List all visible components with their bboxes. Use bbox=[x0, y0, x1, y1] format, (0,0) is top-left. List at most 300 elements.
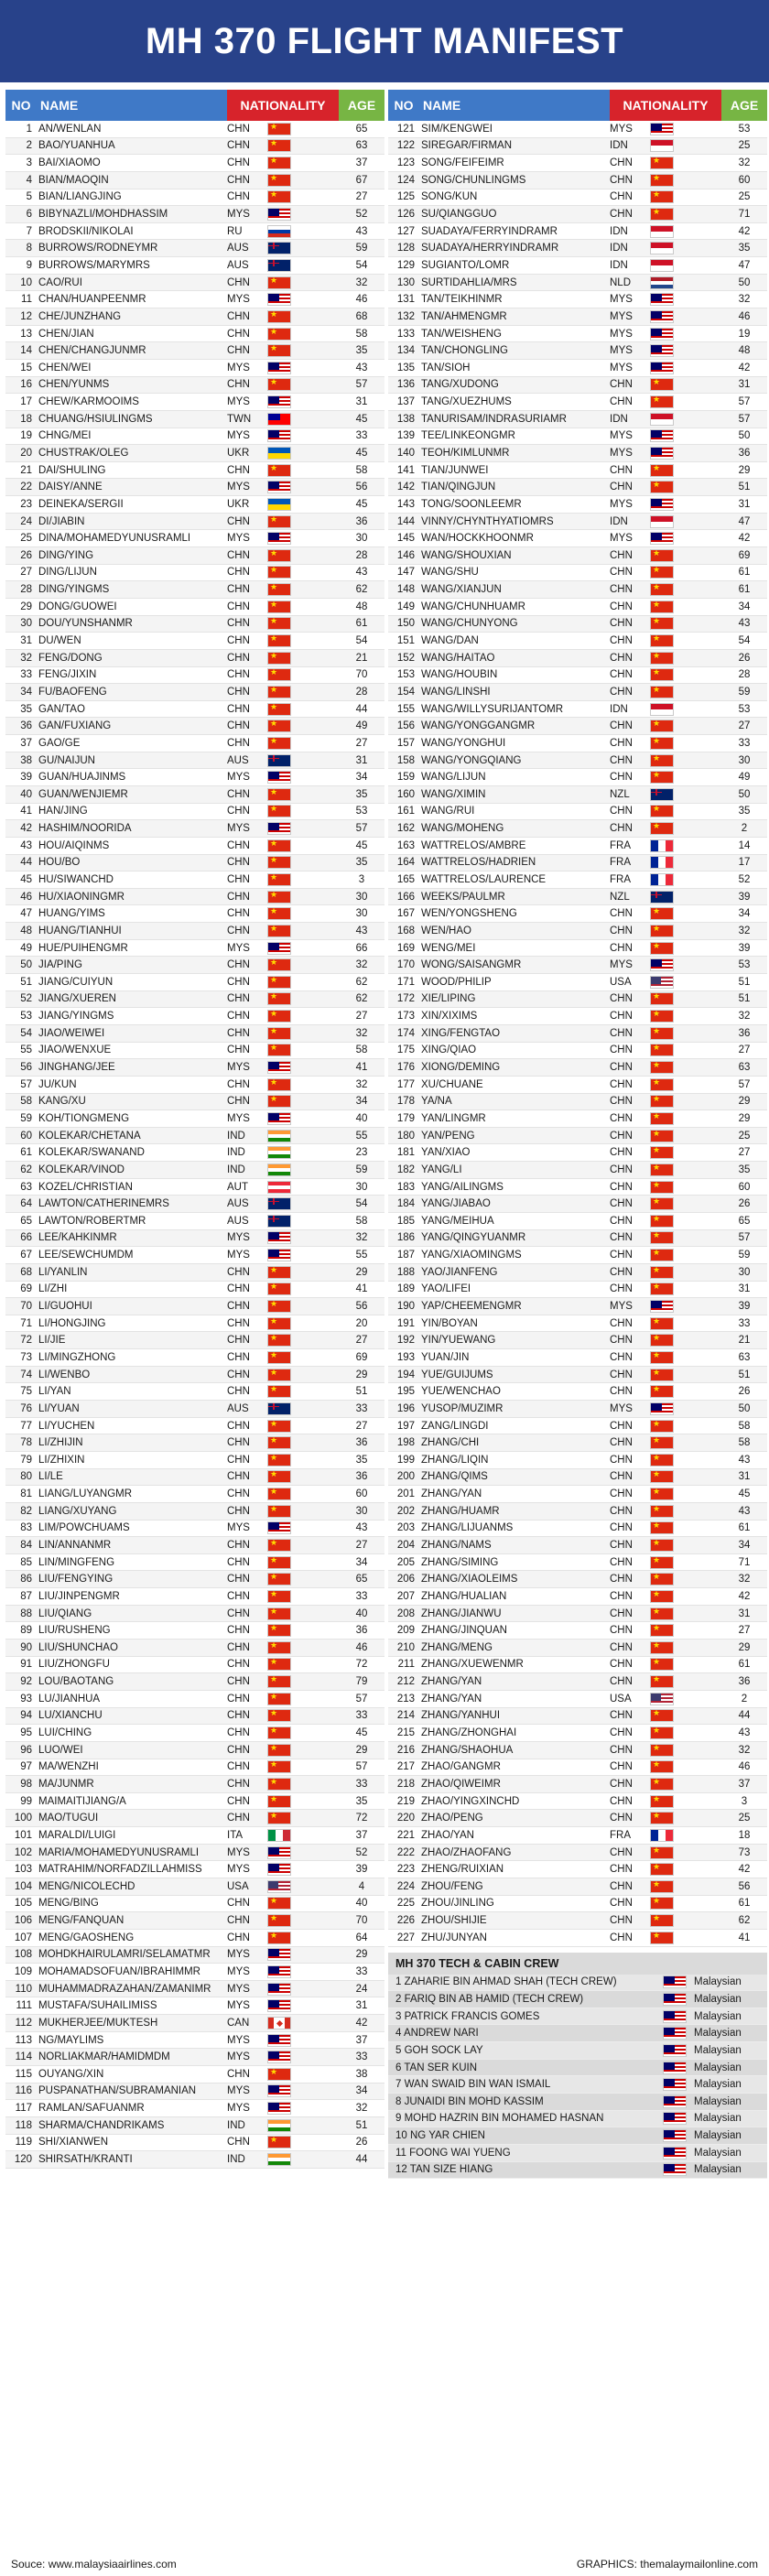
passenger-age: 65 bbox=[355, 1574, 368, 1586]
passenger-nationality: CHN bbox=[610, 772, 633, 784]
passenger-number: 130 bbox=[396, 276, 415, 288]
passenger-nationality: FRA bbox=[610, 857, 631, 869]
crew-row bbox=[388, 1991, 767, 2008]
passenger-row bbox=[5, 1452, 384, 1469]
passenger-number: 48 bbox=[20, 925, 32, 936]
passenger-nationality: CHN bbox=[610, 1744, 633, 1756]
flag-cell bbox=[650, 1573, 721, 1586]
flag-cell bbox=[650, 328, 721, 341]
passenger-row bbox=[388, 718, 767, 735]
crew-nationality: Malaysian bbox=[694, 1994, 742, 2005]
flag-cell bbox=[267, 976, 339, 989]
passenger-age: 29 bbox=[738, 464, 751, 476]
passenger-nationality: CHN bbox=[610, 549, 633, 561]
passenger-nationality: CHN bbox=[227, 1386, 250, 1398]
passenger-age: 44 bbox=[355, 703, 368, 715]
flag-cell bbox=[267, 720, 339, 732]
passenger-number: 206 bbox=[396, 1574, 415, 1586]
flag-icon bbox=[267, 1556, 291, 1569]
page-title: MH 370 FLIGHT MANIFEST bbox=[145, 20, 624, 61]
passenger-nationality: MYS bbox=[227, 1522, 250, 1534]
flag-icon bbox=[267, 907, 291, 920]
passenger-nationality: CHN bbox=[610, 1420, 633, 1432]
passenger-name: SURTIDAHLIA/MRS bbox=[421, 276, 517, 288]
passenger-name: JINGHANG/JEE bbox=[38, 1062, 115, 1074]
passenger-age: 70 bbox=[355, 1915, 368, 1927]
passenger-name: TEE/LINKEONGMR bbox=[421, 430, 515, 442]
flag-cell bbox=[650, 737, 721, 750]
flag-cell bbox=[650, 566, 721, 579]
flag-cell bbox=[267, 992, 339, 1005]
passenger-name: LI/GUOHUI bbox=[38, 1301, 92, 1313]
flag-icon bbox=[267, 1778, 291, 1791]
passenger-age: 30 bbox=[738, 1266, 751, 1278]
passenger-row bbox=[5, 1196, 384, 1213]
flag-cell bbox=[267, 1420, 339, 1433]
passenger-number: 96 bbox=[20, 1744, 32, 1756]
passenger-age: 58 bbox=[355, 1215, 368, 1227]
passenger-number: 36 bbox=[20, 720, 32, 732]
passenger-age: 2 bbox=[741, 823, 748, 835]
flag-cell bbox=[650, 259, 721, 272]
passenger-row bbox=[388, 342, 767, 360]
flag-cell bbox=[267, 1983, 339, 1996]
passenger-name: ZHANG/ZHONGHAI bbox=[421, 1727, 517, 1739]
passenger-nationality: CHN bbox=[227, 1932, 250, 1943]
passenger-number: 166 bbox=[396, 891, 415, 903]
passenger-name: KOLEKAR/SWANAND bbox=[38, 1147, 145, 1159]
passenger-nationality: CHN bbox=[227, 1590, 250, 1602]
passenger-row bbox=[388, 1793, 767, 1811]
passenger-nationality: MYS bbox=[610, 959, 633, 971]
passenger-name: DAI/SHULING bbox=[38, 464, 106, 476]
flag-icon bbox=[663, 2147, 687, 2159]
passenger-nationality: RU bbox=[227, 225, 243, 237]
passenger-number: 66 bbox=[20, 1232, 32, 1244]
passenger-nationality: NLD bbox=[610, 276, 632, 288]
passenger-age: 28 bbox=[355, 686, 368, 698]
passenger-nationality: MYS bbox=[227, 2103, 250, 2115]
flag-cell bbox=[650, 1607, 721, 1620]
flag-icon bbox=[267, 1095, 291, 1108]
passenger-name: DONG/GUOWEI bbox=[38, 601, 117, 612]
passenger-row bbox=[388, 1776, 767, 1793]
passenger-age: 19 bbox=[738, 328, 751, 340]
passenger-nationality: CHN bbox=[227, 1744, 250, 1756]
passenger-name: DEINEKA/SERGII bbox=[38, 498, 124, 510]
passenger-age: 18 bbox=[738, 1829, 751, 1841]
passenger-row bbox=[5, 701, 384, 719]
passenger-nationality: AUS bbox=[227, 243, 249, 254]
passenger-name: WANG/XIANJUN bbox=[421, 584, 502, 596]
passenger-name: TANG/XUDONG bbox=[421, 379, 499, 391]
flag-icon bbox=[650, 754, 674, 767]
flag-cell bbox=[663, 2062, 694, 2074]
flag-icon bbox=[267, 481, 291, 493]
passenger-nationality: CHN bbox=[227, 1505, 250, 1517]
passenger-name: AN/WENLAN bbox=[38, 123, 102, 135]
passenger-nationality: CHN bbox=[610, 1505, 633, 1517]
flag-icon bbox=[663, 2163, 687, 2176]
passenger-row bbox=[5, 1230, 384, 1248]
passenger-row bbox=[5, 616, 384, 633]
passenger-nationality: CHN bbox=[610, 1590, 633, 1602]
passenger-name: LI/YAN bbox=[38, 1386, 71, 1398]
passenger-nationality: ITA bbox=[227, 1829, 244, 1841]
passenger-row bbox=[5, 1144, 384, 1162]
flag-cell bbox=[650, 242, 721, 254]
flag-cell bbox=[650, 703, 721, 716]
passenger-age: 58 bbox=[355, 464, 368, 476]
flag-icon bbox=[267, 2051, 291, 2063]
flag-icon bbox=[650, 1010, 674, 1023]
passenger-age: 28 bbox=[355, 549, 368, 561]
passenger-nationality: CHN bbox=[610, 1011, 633, 1023]
flag-icon bbox=[267, 1505, 291, 1518]
passenger-number: 124 bbox=[396, 174, 415, 186]
flag-cell bbox=[267, 1539, 339, 1552]
passenger-number: 137 bbox=[396, 396, 415, 408]
passenger-nationality: CHN bbox=[610, 1813, 633, 1824]
passenger-number: 78 bbox=[20, 1437, 32, 1449]
flag-cell bbox=[650, 754, 721, 767]
passenger-number: 156 bbox=[396, 720, 415, 732]
passenger-number: 146 bbox=[396, 549, 415, 561]
passenger-number: 31 bbox=[20, 635, 32, 647]
passenger-row bbox=[388, 1878, 767, 1896]
passenger-row bbox=[388, 1896, 767, 1913]
flag-icon bbox=[267, 583, 291, 596]
flag-cell bbox=[267, 1744, 339, 1757]
flag-cell bbox=[650, 1812, 721, 1824]
passenger-nationality: CHN bbox=[610, 1266, 633, 1278]
flag-icon bbox=[267, 601, 291, 613]
passenger-row bbox=[5, 1793, 384, 1811]
passenger-name: LI/LE bbox=[38, 1471, 63, 1483]
passenger-name: WOOD/PHILIP bbox=[421, 976, 492, 988]
passenger-age: 14 bbox=[738, 839, 751, 851]
passenger-row bbox=[5, 2032, 384, 2050]
passenger-age: 40 bbox=[355, 1112, 368, 1124]
flag-icon bbox=[663, 2129, 687, 2142]
passenger-row bbox=[388, 1434, 767, 1452]
flag-icon bbox=[650, 1573, 674, 1586]
flag-icon bbox=[650, 515, 674, 528]
passenger-nationality: CAN bbox=[227, 2017, 250, 2029]
flag-icon bbox=[267, 1027, 291, 1040]
flag-icon bbox=[267, 549, 291, 562]
passenger-row bbox=[5, 565, 384, 582]
passenger-nationality: CHN bbox=[227, 720, 250, 732]
crew-name: 6 TAN SER KUIN bbox=[395, 2062, 478, 2073]
passenger-age: 51 bbox=[355, 2119, 368, 2131]
flag-cell bbox=[650, 1112, 721, 1125]
passenger-name: MUHAMMADRAZAHAN/ZAMANIMR bbox=[38, 1983, 211, 1995]
crew-name: 4 ANDREW NARI bbox=[395, 2028, 479, 2040]
passenger-number: 154 bbox=[396, 686, 415, 698]
passenger-nationality: MYS bbox=[227, 1250, 250, 1261]
passenger-name: ZHAO/PENG bbox=[421, 1813, 483, 1824]
passenger-number: 218 bbox=[396, 1778, 415, 1790]
passenger-row bbox=[5, 121, 384, 138]
title-bar bbox=[0, 0, 769, 82]
passenger-nationality: MYS bbox=[227, 1062, 250, 1074]
passenger-nationality: MYS bbox=[610, 1402, 633, 1414]
passenger-number: 117 bbox=[15, 2103, 32, 2115]
passenger-name: SONG/FEIFEIMR bbox=[421, 157, 504, 169]
passenger-row bbox=[388, 155, 767, 172]
passenger-nationality: CHN bbox=[227, 1488, 250, 1500]
passenger-number: 183 bbox=[396, 1181, 415, 1193]
flag-cell bbox=[267, 925, 339, 937]
passenger-age: 26 bbox=[738, 652, 751, 664]
passenger-name: TONG/SOONLEEMR bbox=[421, 498, 522, 510]
passenger-number: 27 bbox=[20, 567, 32, 579]
flag-icon bbox=[650, 1607, 674, 1620]
passenger-row bbox=[5, 326, 384, 343]
passenger-nationality: CHN bbox=[610, 993, 633, 1005]
passenger-age: 59 bbox=[738, 1250, 751, 1261]
flag-icon bbox=[650, 958, 674, 971]
flag-icon bbox=[267, 1402, 291, 1415]
flag-icon bbox=[663, 2062, 687, 2074]
flag-cell bbox=[650, 1590, 721, 1603]
passenger-age: 43 bbox=[738, 618, 751, 630]
flag-icon bbox=[650, 1266, 674, 1279]
passenger-nationality: MYS bbox=[610, 430, 633, 442]
flag-icon bbox=[650, 788, 674, 801]
passenger-age: 33 bbox=[355, 1402, 368, 1414]
flag-cell bbox=[650, 1061, 721, 1074]
passenger-number: 54 bbox=[20, 1027, 32, 1039]
passenger-row bbox=[5, 206, 384, 223]
passenger-name: BURROWS/MARYMRS bbox=[38, 259, 150, 271]
passenger-name: CHEN/CHANGJUNMR bbox=[38, 345, 146, 357]
flag-cell bbox=[267, 1351, 339, 1364]
passenger-row bbox=[388, 121, 767, 138]
flag-icon bbox=[267, 1914, 291, 1927]
flag-cell bbox=[267, 566, 339, 579]
flag-cell bbox=[650, 1726, 721, 1739]
passenger-name: SUGIANTO/LOMR bbox=[421, 259, 510, 271]
passenger-age: 39 bbox=[738, 942, 751, 954]
passenger-number: 175 bbox=[396, 1044, 415, 1056]
passenger-row bbox=[5, 514, 384, 531]
passenger-nationality: CHN bbox=[227, 652, 250, 664]
passenger-age: 51 bbox=[738, 993, 751, 1005]
passenger-age: 71 bbox=[738, 209, 751, 221]
crew-row bbox=[388, 1975, 767, 1992]
passenger-nationality: FRA bbox=[610, 839, 631, 851]
passenger-row bbox=[5, 752, 384, 770]
passenger-row bbox=[388, 565, 767, 582]
flag-icon bbox=[650, 1846, 674, 1859]
passenger-number: 220 bbox=[396, 1813, 415, 1824]
passenger-number: 40 bbox=[20, 788, 32, 800]
passenger-number: 181 bbox=[396, 1147, 415, 1159]
crew-name: 7 WAN SWAID BIN WAN ISMAIL bbox=[395, 2079, 551, 2091]
passenger-name: SONG/CHUNLINGMS bbox=[421, 174, 526, 186]
flag-cell bbox=[267, 1317, 339, 1330]
passenger-row bbox=[5, 1469, 384, 1487]
passenger-nationality: CHN bbox=[227, 1898, 250, 1910]
passenger-age: 43 bbox=[355, 225, 368, 237]
passenger-name: ZHANG/YAN bbox=[421, 1488, 482, 1500]
passenger-nationality: CHN bbox=[610, 174, 633, 186]
flag-icon bbox=[650, 498, 674, 511]
flag-cell bbox=[267, 515, 339, 528]
flag-cell bbox=[267, 1231, 339, 1244]
passenger-nationality: IND bbox=[227, 1147, 245, 1159]
flag-icon bbox=[267, 856, 291, 869]
passenger-name: YUAN/JIN bbox=[421, 1351, 470, 1363]
passenger-age: 34 bbox=[355, 1556, 368, 1568]
passenger-row bbox=[5, 1930, 384, 1947]
passenger-name: JIANG/CUIYUN bbox=[38, 976, 114, 988]
flag-icon bbox=[267, 2017, 291, 2029]
passenger-name: MATRAHIM/NORFADZILLAHMISS bbox=[38, 1864, 202, 1876]
passenger-number: 95 bbox=[20, 1727, 32, 1739]
passenger-number: 126 bbox=[396, 209, 415, 221]
passenger-age: 36 bbox=[355, 515, 368, 527]
flag-icon bbox=[650, 429, 674, 442]
passenger-row bbox=[5, 820, 384, 838]
passenger-row bbox=[388, 138, 767, 156]
flag-icon bbox=[267, 1658, 291, 1671]
passenger-row bbox=[388, 1025, 767, 1043]
passenger-number: 35 bbox=[20, 703, 32, 715]
passenger-row bbox=[388, 240, 767, 257]
flag-icon bbox=[267, 1215, 291, 1228]
passenger-row bbox=[5, 428, 384, 446]
passenger-age: 34 bbox=[355, 772, 368, 784]
flag-cell bbox=[267, 907, 339, 920]
passenger-row bbox=[5, 1043, 384, 1060]
flag-cell bbox=[267, 174, 339, 187]
passenger-age: 65 bbox=[355, 123, 368, 135]
passenger-nationality: MYS bbox=[227, 2034, 250, 2046]
passenger-age: 65 bbox=[738, 1215, 751, 1227]
passenger-name: DING/YINGMS bbox=[38, 584, 110, 596]
flag-cell bbox=[267, 1880, 339, 1893]
passenger-nationality: CHN bbox=[610, 1437, 633, 1449]
passenger-age: 37 bbox=[355, 157, 368, 169]
passenger-row bbox=[5, 2117, 384, 2135]
passenger-row bbox=[5, 275, 384, 292]
flag-cell bbox=[267, 1078, 339, 1091]
passenger-row bbox=[5, 1367, 384, 1384]
passenger-nationality: IDN bbox=[610, 225, 628, 237]
passenger-nationality: CHN bbox=[227, 959, 250, 971]
passenger-number: 53 bbox=[20, 1011, 32, 1023]
passenger-row bbox=[388, 599, 767, 616]
passenger-nationality: CHN bbox=[610, 1761, 633, 1773]
flag-icon bbox=[267, 925, 291, 937]
flag-icon bbox=[267, 190, 291, 203]
passenger-nationality: CHN bbox=[610, 1864, 633, 1876]
passenger-age: 68 bbox=[355, 310, 368, 322]
passenger-row bbox=[388, 804, 767, 821]
passenger-age: 32 bbox=[738, 157, 751, 169]
passenger-number: 67 bbox=[20, 1250, 32, 1261]
passenger-number: 10 bbox=[20, 276, 32, 288]
passenger-name: LI/ZHIJIN bbox=[38, 1437, 83, 1449]
passenger-number: 90 bbox=[20, 1641, 32, 1653]
passenger-age: 27 bbox=[738, 1147, 751, 1159]
flag-icon bbox=[267, 139, 291, 152]
flag-icon bbox=[650, 157, 674, 169]
passenger-name: GUAN/HUAJINMS bbox=[38, 772, 126, 784]
passenger-name: LIU/SHUNCHAO bbox=[38, 1641, 118, 1653]
passenger-number: 209 bbox=[396, 1625, 415, 1637]
passenger-age: 29 bbox=[738, 1112, 751, 1124]
flag-icon bbox=[650, 566, 674, 579]
passenger-name: CAO/RUI bbox=[38, 276, 82, 288]
passenger-nationality: CHN bbox=[227, 925, 250, 936]
passenger-row bbox=[388, 1759, 767, 1777]
passenger-number: 83 bbox=[20, 1522, 32, 1534]
passenger-row bbox=[388, 445, 767, 462]
flag-cell bbox=[650, 447, 721, 460]
passenger-number: 167 bbox=[396, 908, 415, 920]
passenger-row bbox=[5, 599, 384, 616]
crew-section bbox=[388, 1953, 767, 2180]
passenger-number: 193 bbox=[396, 1351, 415, 1363]
crew-row bbox=[388, 2162, 767, 2180]
passenger-row bbox=[5, 291, 384, 308]
passenger-nationality: CHN bbox=[610, 635, 633, 647]
passenger-age: 59 bbox=[355, 1164, 368, 1175]
flag-cell bbox=[267, 1932, 339, 1944]
flag-cell bbox=[650, 1351, 721, 1364]
flag-icon bbox=[267, 754, 291, 767]
flag-cell bbox=[267, 1573, 339, 1586]
flag-cell bbox=[267, 293, 339, 306]
flag-icon bbox=[650, 1709, 674, 1722]
flag-icon bbox=[650, 1420, 674, 1433]
passenger-age: 58 bbox=[355, 1044, 368, 1056]
passenger-row bbox=[388, 479, 767, 496]
flag-icon bbox=[650, 1880, 674, 1893]
flag-cell bbox=[267, 1726, 339, 1739]
passenger-nationality: CHN bbox=[610, 1147, 633, 1159]
flag-cell bbox=[267, 617, 339, 630]
passenger-name: CHEN/JIAN bbox=[38, 328, 94, 340]
flag-cell bbox=[267, 1897, 339, 1910]
flag-icon bbox=[650, 1146, 674, 1159]
passenger-age: 73 bbox=[738, 1846, 751, 1858]
passenger-nationality: IDN bbox=[610, 515, 628, 527]
passenger-row bbox=[5, 1640, 384, 1657]
passenger-age: 50 bbox=[738, 1402, 751, 1414]
passenger-row bbox=[5, 342, 384, 360]
passenger-age: 62 bbox=[355, 584, 368, 596]
passenger-column-right bbox=[388, 90, 767, 2179]
passenger-row bbox=[5, 1110, 384, 1128]
passenger-age: 31 bbox=[738, 498, 751, 510]
passenger-row bbox=[388, 377, 767, 395]
passenger-number: 192 bbox=[396, 1335, 415, 1347]
flag-cell bbox=[267, 2017, 339, 2029]
flag-cell bbox=[267, 481, 339, 493]
passenger-nationality: CHN bbox=[227, 839, 250, 851]
flag-cell bbox=[267, 737, 339, 750]
passenger-age: 32 bbox=[355, 1078, 368, 1090]
passenger-row bbox=[388, 1912, 767, 1930]
passenger-number: 213 bbox=[396, 1693, 415, 1705]
passenger-nationality: CHN bbox=[610, 567, 633, 579]
passenger-age: 46 bbox=[355, 1641, 368, 1653]
